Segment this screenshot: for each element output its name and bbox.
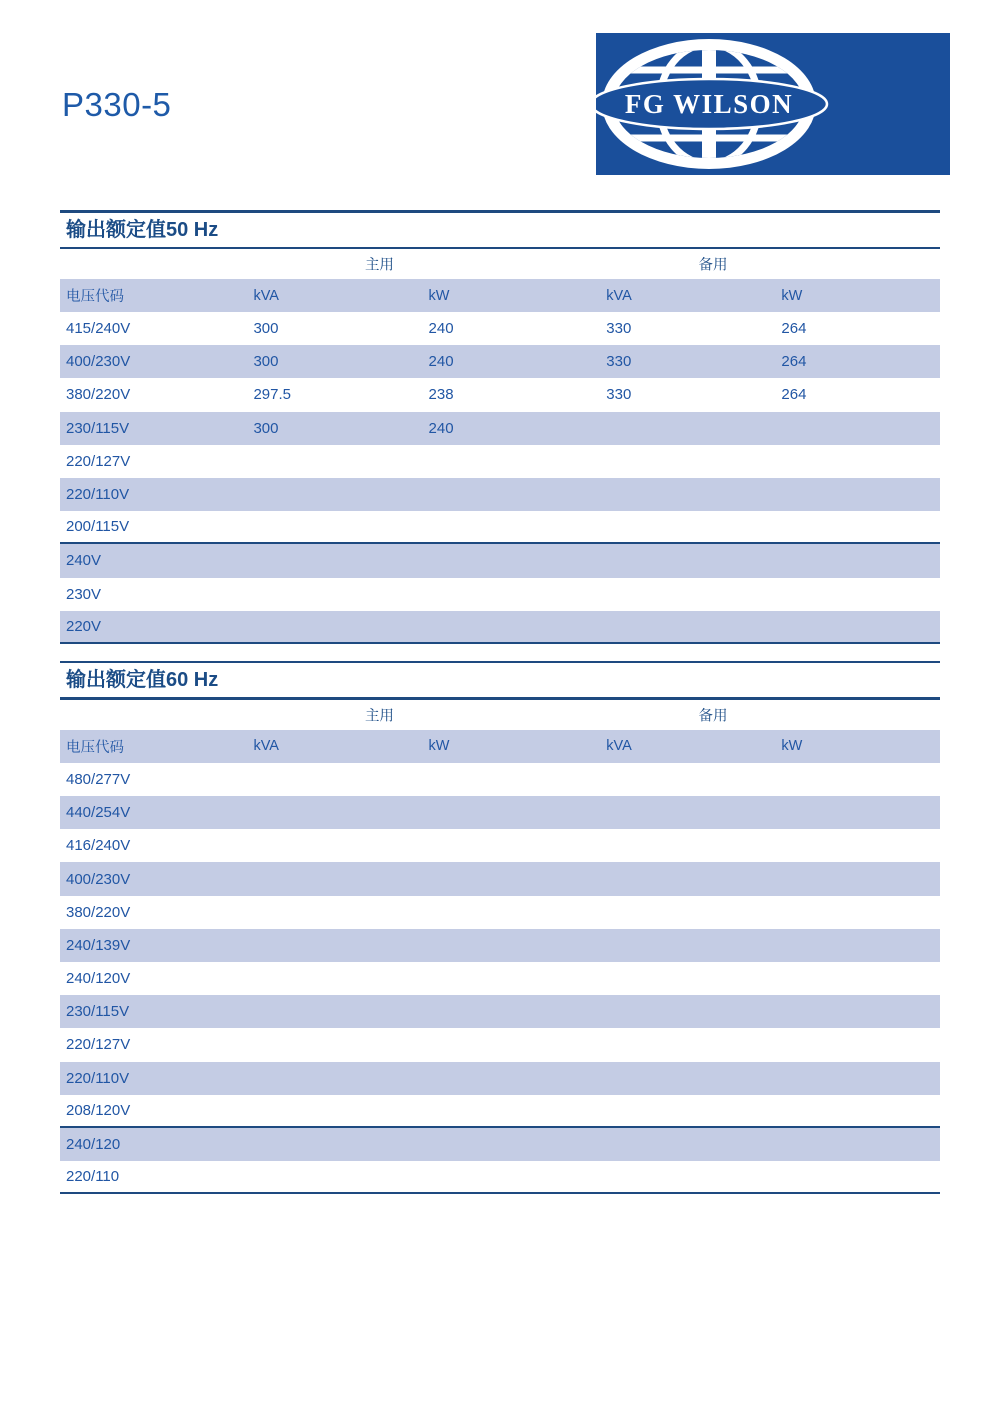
- table-row: [60, 1095, 940, 1128]
- voltage-code-cell: 230/115V: [66, 419, 130, 437]
- group-header-prime: 主用: [364, 708, 394, 725]
- rating-value-cell: 300: [253, 320, 279, 338]
- group-header-row: [60, 700, 940, 730]
- voltage-code-cell: 240/120: [66, 1136, 121, 1154]
- table-row: [60, 378, 940, 411]
- rating-value-cell: 330: [606, 320, 632, 338]
- column-header-cell: kW: [428, 738, 450, 755]
- table-row: [60, 544, 940, 577]
- rating-value-cell: 330: [606, 353, 632, 371]
- group-header-standby: 备用: [698, 257, 728, 274]
- column-header-cell: kVA: [606, 738, 632, 755]
- table-title: 输出额定值60 Hz: [66, 669, 219, 692]
- voltage-code-cell: 220/127V: [66, 1036, 131, 1054]
- voltage-code-cell: 380/220V: [66, 386, 131, 404]
- voltage-code-cell: 240/120V: [66, 970, 131, 988]
- table-row: [60, 1161, 940, 1194]
- rating-value-cell: 264: [781, 386, 807, 404]
- voltage-code-cell: 480/277V: [66, 770, 131, 788]
- page-title: P330-5: [62, 86, 172, 123]
- group-header-row: [60, 249, 940, 279]
- table-row: [60, 995, 940, 1028]
- voltage-code-cell: 220/110: [66, 1168, 120, 1186]
- column-header-cell: 电压代码: [66, 289, 124, 305]
- logo-text: FG WILSON: [624, 89, 794, 119]
- voltage-code-cell: 400/230V: [66, 870, 131, 888]
- rating-value-cell: 240: [428, 353, 454, 371]
- rating-value-cell: 264: [781, 320, 807, 338]
- table-row: [60, 312, 940, 345]
- voltage-code-cell: 230V: [66, 585, 102, 603]
- table-row: [60, 862, 940, 895]
- voltage-code-cell: 220/110V: [66, 1069, 130, 1087]
- column-header-cell: 电压代码: [66, 739, 124, 756]
- voltage-code-cell: 240/139V: [66, 936, 131, 954]
- table-row: [60, 796, 940, 829]
- voltage-code-cell: 440/254V: [66, 804, 131, 822]
- globe-logo-graphic: [596, 33, 950, 175]
- table-row: [60, 345, 940, 378]
- group-header-prime: 主用: [364, 257, 394, 274]
- column-header-row: [60, 730, 940, 763]
- column-header-row: [60, 279, 940, 312]
- rating-value-cell: 238: [428, 386, 454, 404]
- voltage-code-cell: 416/240V: [66, 837, 131, 855]
- table-row: [60, 1028, 940, 1061]
- column-header-cell: kW: [781, 738, 803, 755]
- table-row: [60, 611, 940, 644]
- voltage-code-cell: 220/110V: [66, 486, 130, 504]
- voltage-code-cell: 230/115V: [66, 1003, 130, 1021]
- column-header-cell: kVA: [253, 738, 279, 755]
- table-row: [60, 929, 940, 962]
- table-row: [60, 478, 940, 511]
- column-header-cell: kW: [781, 287, 803, 304]
- table-row: [60, 763, 940, 796]
- table-rows: [60, 312, 940, 644]
- voltage-code-cell: 220/127V: [66, 452, 131, 470]
- table-row: [60, 896, 940, 929]
- voltage-code-cell: 220V: [66, 617, 102, 635]
- table-row: [60, 578, 940, 611]
- table-row: [60, 412, 940, 445]
- rating-value-cell: 300: [253, 353, 279, 371]
- column-header-cell: kW: [428, 287, 450, 304]
- voltage-code-cell: 200/115V: [66, 518, 130, 536]
- table-row: [60, 445, 940, 478]
- table-row: [60, 1062, 940, 1095]
- rating-value-cell: 300: [253, 419, 279, 437]
- column-header-cell: kVA: [253, 287, 279, 304]
- rating-value-cell: 240: [428, 419, 454, 437]
- rating-value-cell: 240: [428, 320, 454, 338]
- voltage-code-cell: 415/240V: [66, 320, 131, 338]
- rating-value-cell: 297.5: [253, 386, 291, 404]
- voltage-code-cell: 240V: [66, 552, 102, 570]
- rating-value-cell: 330: [606, 386, 632, 404]
- voltage-code-cell: 400/230V: [66, 353, 131, 371]
- group-header-standby: 备用: [698, 708, 728, 725]
- table-title: 输出额定值50 Hz: [66, 218, 219, 241]
- fg-wilson-logo: [596, 33, 950, 175]
- column-header-cell: kVA: [606, 287, 632, 304]
- rating-value-cell: 264: [781, 353, 807, 371]
- rating-tables: [60, 210, 940, 1194]
- table-row: [60, 829, 940, 862]
- table-row: [60, 962, 940, 995]
- table-rows: [60, 763, 940, 1194]
- voltage-code-cell: 380/220V: [66, 903, 131, 921]
- rating-table: [60, 210, 940, 644]
- voltage-code-cell: 208/120V: [66, 1101, 131, 1119]
- rating-table: [60, 661, 940, 1194]
- table-row: [60, 511, 940, 544]
- table-row: [60, 1128, 940, 1161]
